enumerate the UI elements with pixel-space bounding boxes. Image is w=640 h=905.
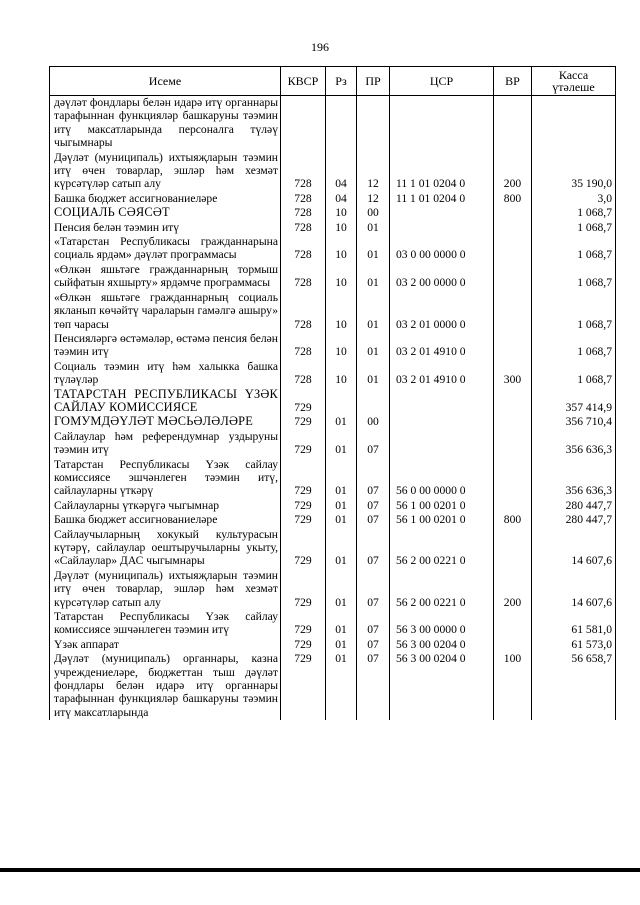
table-header-row: [50, 67, 616, 96]
cell-name: Дәүләт (муниципаль) ихтыяҗларын тәэмин итү өчен товарлар, эшләр һәм хезмәт күрсәтүләр сатып алу: [50, 151, 281, 192]
table-row: [50, 513, 616, 527]
cell-rz: 01: [326, 458, 357, 499]
cell-kvsr: 729: [281, 458, 326, 499]
cell-vr: 800: [494, 513, 532, 527]
cell-vr: [494, 388, 532, 416]
cell-pr: 01: [357, 221, 390, 235]
cell-rz: 10: [326, 291, 357, 332]
table-row: [50, 221, 616, 235]
cell-pr: 07: [357, 513, 390, 527]
header-csr: ЦСР: [390, 67, 494, 96]
cell-csr: [390, 221, 494, 235]
cell-rz: 10: [326, 360, 357, 388]
cell-name: ТАТАРСТАН РЕСПУБЛИКАСЫ ҮЗӘК САЙЛАУ КОМИССИЯСЕ: [50, 388, 281, 416]
header-vr: ВР: [494, 67, 532, 96]
table-row: [50, 458, 616, 499]
cell-pr: [357, 96, 390, 151]
cell-rz: 01: [326, 513, 357, 527]
cell-vr: [494, 96, 532, 151]
cell-name: Үзәк аппарат: [50, 638, 281, 652]
cell-csr: 03 2 01 4910 0: [390, 332, 494, 360]
cell-csr: [390, 430, 494, 458]
cell-kvsr: 728: [281, 221, 326, 235]
cell-csr: 56 0 00 0000 0: [390, 458, 494, 499]
cell-kvsr: 728: [281, 291, 326, 332]
cell-pr: 01: [357, 291, 390, 332]
cell-amount: 1 068,7: [532, 291, 616, 332]
cell-kvsr: [281, 96, 326, 151]
cell-amount: [532, 96, 616, 151]
table-row: [50, 263, 616, 291]
cell-csr: 56 3 00 0204 0: [390, 652, 494, 720]
cell-kvsr: 729: [281, 499, 326, 513]
cell-amount: 356 636,3: [532, 458, 616, 499]
table-row: [50, 638, 616, 652]
table-row: [50, 291, 616, 332]
table-row: [50, 151, 616, 192]
cell-name: «Татарстан Республикасы гражданнарына социаль ярдәм» дәүләт программасы: [50, 235, 281, 263]
cell-name: Социаль тәэмин итү һәм халыкка башка түләүләр: [50, 360, 281, 388]
cell-vr: [494, 458, 532, 499]
cell-amount: 1 068,7: [532, 235, 616, 263]
cell-csr: 56 2 00 0221 0: [390, 569, 494, 610]
cell-name: Дәүләт (муниципаль) органнары, казна учреждениеләре, бюджеттан тыш дәүләт фондлары белән идарә итү органнары тарафыннан функцияләр башкаруны тәэмин итү максатларында: [50, 652, 281, 720]
cell-pr: 07: [357, 430, 390, 458]
page-bottom-border: [0, 868, 640, 872]
cell-vr: [494, 235, 532, 263]
cell-name: Башка бюджет ассигнованиеләре: [50, 192, 281, 206]
cell-name: дәүләт фондлары белән идарә итү органнары тарафыннан функцияләр башкаруны тәэмин итү максатларында персоналга түләү чыгымнары: [50, 96, 281, 151]
cell-csr: 56 2 00 0221 0: [390, 528, 494, 569]
header-kassa: [532, 67, 616, 96]
cell-kvsr: 728: [281, 360, 326, 388]
cell-pr: 07: [357, 652, 390, 720]
cell-pr: 01: [357, 263, 390, 291]
cell-csr: [390, 415, 494, 429]
cell-pr: 12: [357, 192, 390, 206]
cell-amount: 357 414,9: [532, 388, 616, 416]
cell-csr: 03 0 00 0000 0: [390, 235, 494, 263]
header-rz: Рз: [326, 67, 357, 96]
cell-kvsr: 729: [281, 415, 326, 429]
cell-pr: [357, 388, 390, 416]
page-number: 196: [311, 40, 329, 54]
cell-csr: 11 1 01 0204 0: [390, 192, 494, 206]
cell-csr: 03 2 01 4910 0: [390, 360, 494, 388]
table-row: [50, 610, 616, 638]
cell-rz: 10: [326, 221, 357, 235]
cell-vr: [494, 263, 532, 291]
cell-vr: 800: [494, 192, 532, 206]
header-pr: ПР: [357, 67, 390, 96]
cell-kvsr: 729: [281, 430, 326, 458]
cell-pr: 12: [357, 151, 390, 192]
cell-rz: 10: [326, 263, 357, 291]
cell-csr: 03 2 00 0000 0: [390, 263, 494, 291]
cell-vr: 200: [494, 151, 532, 192]
cell-amount: 14 607,6: [532, 528, 616, 569]
cell-vr: [494, 610, 532, 638]
cell-vr: [494, 638, 532, 652]
cell-pr: 07: [357, 528, 390, 569]
cell-kvsr: 728: [281, 206, 326, 220]
cell-amount: 61 573,0: [532, 638, 616, 652]
cell-name: Сайлауларны үткәрүгә чыгымнар: [50, 499, 281, 513]
cell-vr: [494, 499, 532, 513]
cell-rz: 10: [326, 206, 357, 220]
cell-kvsr: 729: [281, 528, 326, 569]
cell-amount: 1 068,7: [532, 263, 616, 291]
cell-pr: 07: [357, 499, 390, 513]
cell-rz: 01: [326, 638, 357, 652]
cell-kvsr: 728: [281, 151, 326, 192]
cell-pr: 07: [357, 610, 390, 638]
cell-kvsr: 729: [281, 569, 326, 610]
cell-csr: 11 1 01 0204 0: [390, 151, 494, 192]
cell-vr: [494, 291, 532, 332]
table-row: [50, 360, 616, 388]
cell-csr: [390, 206, 494, 220]
table-row: [50, 192, 616, 206]
cell-vr: [494, 221, 532, 235]
cell-vr: [494, 206, 532, 220]
cell-name: Сайлаучыларның хокукый культурасын күтәрү, сайлаулар оештыручыларны укыту, «Сайлаулар» ДАС чыгымнары: [50, 528, 281, 569]
cell-kvsr: 729: [281, 388, 326, 416]
cell-pr: 01: [357, 360, 390, 388]
cell-kvsr: 728: [281, 263, 326, 291]
cell-name: Татарстан Республикасы Үзәк сайлау комиссиясе эшчәнлеген тәэмин итү, сайлауларны үткәрү: [50, 458, 281, 499]
cell-kvsr: 728: [281, 332, 326, 360]
cell-amount: 35 190,0: [532, 151, 616, 192]
cell-rz: [326, 388, 357, 416]
table-body: [50, 96, 616, 721]
cell-pr: 07: [357, 638, 390, 652]
cell-rz: 04: [326, 151, 357, 192]
cell-name: ГОМУМДӘҮЛӘТ МӘСЬӘЛӘЛӘРЕ: [50, 415, 281, 429]
cell-amount: 1 068,7: [532, 360, 616, 388]
cell-amount: 56 658,7: [532, 652, 616, 720]
table-row: [50, 652, 616, 720]
cell-name: Татарстан Республикасы Үзәк сайлау комиссиясе эшчәнлеген тәэмин итү: [50, 610, 281, 638]
cell-rz: 01: [326, 569, 357, 610]
cell-kvsr: 729: [281, 652, 326, 720]
table-row: [50, 388, 616, 416]
cell-amount: 280 447,7: [532, 513, 616, 527]
cell-vr: 300: [494, 360, 532, 388]
cell-vr: [494, 332, 532, 360]
cell-kvsr: 729: [281, 513, 326, 527]
cell-rz: 01: [326, 528, 357, 569]
header-name: Исеме: [50, 67, 281, 96]
cell-kvsr: 728: [281, 235, 326, 263]
cell-csr: 56 3 00 0204 0: [390, 638, 494, 652]
cell-amount: 3,0: [532, 192, 616, 206]
cell-amount: 356 710,4: [532, 415, 616, 429]
header-kassa-line2: үтәлеше: [552, 80, 595, 94]
cell-kvsr: 729: [281, 610, 326, 638]
cell-amount: 14 607,6: [532, 569, 616, 610]
cell-pr: 00: [357, 206, 390, 220]
table-row: [50, 430, 616, 458]
cell-name: Пенсия белән тәэмин итү: [50, 221, 281, 235]
cell-amount: 1 068,7: [532, 332, 616, 360]
cell-pr: 07: [357, 458, 390, 499]
cell-vr: 100: [494, 652, 532, 720]
cell-name: Сайлаулар һәм референдумнар уздыруны тәэмин итү: [50, 430, 281, 458]
cell-vr: 200: [494, 569, 532, 610]
header-kassa-line1: Касса: [558, 68, 589, 82]
cell-amount: 356 636,3: [532, 430, 616, 458]
cell-kvsr: 729: [281, 638, 326, 652]
cell-amount: 61 581,0: [532, 610, 616, 638]
cell-rz: 04: [326, 192, 357, 206]
cell-csr: [390, 388, 494, 416]
cell-vr: [494, 528, 532, 569]
table-row: [50, 235, 616, 263]
cell-name: Пенсияләргә өстәмәләр, өстәмә пенсия белән тәэмин итү: [50, 332, 281, 360]
cell-pr: 01: [357, 235, 390, 263]
cell-amount: 280 447,7: [532, 499, 616, 513]
cell-rz: 01: [326, 610, 357, 638]
cell-csr: 03 2 01 0000 0: [390, 291, 494, 332]
cell-csr: 56 3 00 0000 0: [390, 610, 494, 638]
cell-name: СОЦИАЛЬ СӘЯСӘТ: [50, 206, 281, 220]
cell-rz: 10: [326, 235, 357, 263]
cell-rz: 01: [326, 499, 357, 513]
cell-csr: 56 1 00 0201 0: [390, 513, 494, 527]
cell-name: Башка бюджет ассигнованиеләре: [50, 513, 281, 527]
budget-table: [49, 66, 616, 720]
table-row: [50, 415, 616, 429]
cell-name: «Өлкән яшьтәге гражданнарның социаль якланып көчәйтү чараларын гамәлгә ашыру» төп чарасы: [50, 291, 281, 332]
cell-csr: 56 1 00 0201 0: [390, 499, 494, 513]
cell-csr: [390, 96, 494, 151]
table-row: [50, 96, 616, 151]
cell-rz: 01: [326, 415, 357, 429]
cell-name: «Өлкән яшьтәге гражданнарның тормыш сыйфатын яхшырту» ярдәмче программасы: [50, 263, 281, 291]
header-kvsr: КВСР: [281, 67, 326, 96]
cell-name: Дәүләт (муниципаль) ихтыяҗларын тәэмин итү өчен товарлар, эшләр һәм хезмәт күрсәтүләр сатып алу: [50, 569, 281, 610]
cell-pr: 01: [357, 332, 390, 360]
table-row: [50, 499, 616, 513]
table-row: [50, 569, 616, 610]
cell-rz: 01: [326, 430, 357, 458]
cell-rz: 01: [326, 652, 357, 720]
cell-amount: 1 068,7: [532, 221, 616, 235]
cell-kvsr: 728: [281, 192, 326, 206]
cell-pr: 07: [357, 569, 390, 610]
cell-amount: 1 068,7: [532, 206, 616, 220]
table-row: [50, 332, 616, 360]
table-row: [50, 206, 616, 220]
cell-pr: 00: [357, 415, 390, 429]
table-row: [50, 528, 616, 569]
cell-vr: [494, 430, 532, 458]
cell-rz: [326, 96, 357, 151]
cell-rz: 10: [326, 332, 357, 360]
cell-vr: [494, 415, 532, 429]
